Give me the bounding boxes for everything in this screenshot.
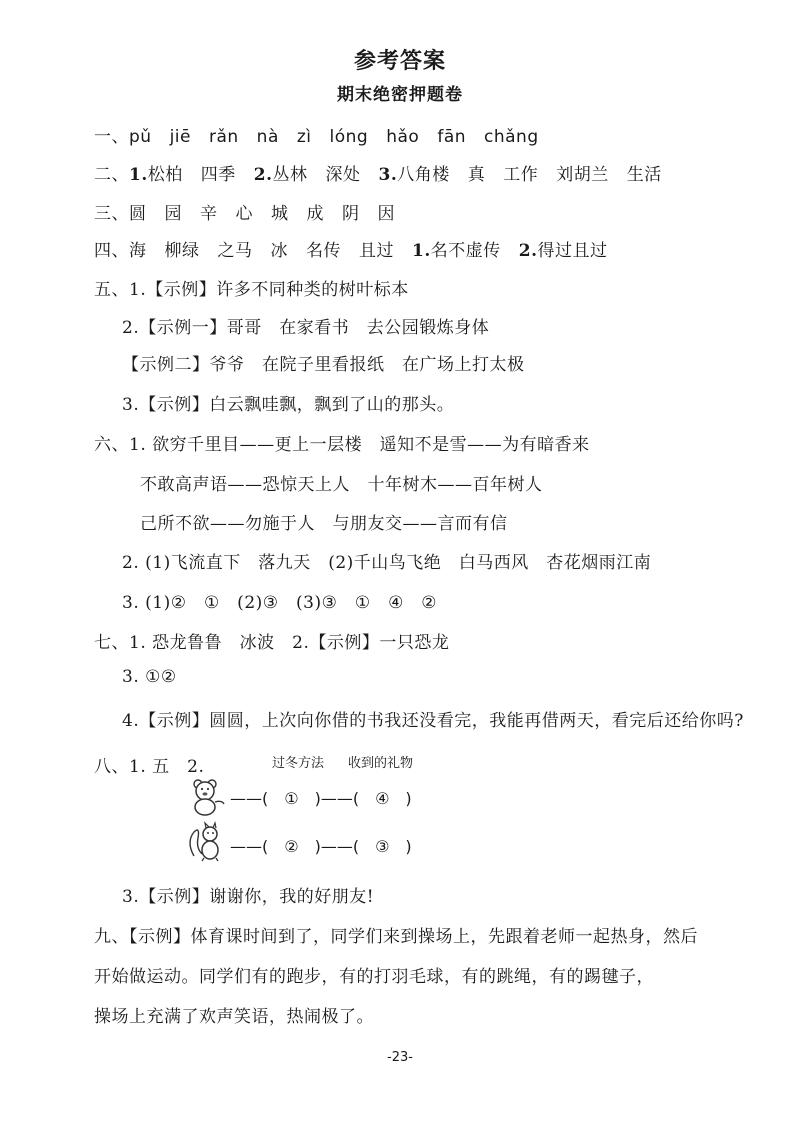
answer-2-num-3: 3.: [378, 165, 398, 185]
answer-2-num-1: 1.: [129, 165, 148, 185]
answer-1: [94, 122, 539, 147]
answer-7-line-1: [94, 628, 449, 653]
answer-4-item: 名传: [306, 241, 341, 261]
answer-8-prefix: 八、: [94, 757, 129, 777]
answer-9-line-3: 操场上充满了欢声笑语，热闹极了。: [94, 1007, 374, 1027]
answer-2-item: 生活: [626, 165, 662, 185]
bear-icon: [186, 774, 226, 816]
answer-2-num-2: 2.: [253, 165, 273, 185]
answer-4-item: 得过且过: [537, 241, 608, 261]
answer-9-text-1: 【示例】体育课时间到了，同学们来到操场上，先跟着老师一起热身，然后: [129, 927, 698, 947]
answer-2-item: 深处: [325, 165, 361, 185]
answer-4-item: 柳绿: [164, 241, 200, 261]
answer-2-item: 丛林: [272, 165, 308, 185]
answer-6-line-4: 2. (1)飞流直下 落九天 (2)千山鸟飞绝 白马西风 杏花烟雨江南: [122, 553, 652, 573]
answer-3-char: 成: [306, 204, 324, 224]
answer-9-line-1: [94, 922, 698, 947]
answer-5-line-3: 【示例二】爷爷 在院子里看报纸 在广场上打太极: [122, 355, 525, 375]
page-subtitle: 期末绝密押题卷: [337, 85, 463, 105]
answer-3: [94, 199, 395, 224]
answer-8-line-2: 3.【示例】谢谢你，我的好朋友!: [122, 887, 375, 907]
answer-7-line-2: 3. ①②: [122, 667, 177, 687]
answer-6-text-1: 1. 欲穷千里目——更上一层楼 遥知不是雪——为有暗香来: [129, 435, 590, 455]
answer-4-num-2: 2.: [518, 241, 538, 261]
answer-3-char: 阴: [342, 204, 360, 224]
header-gift-received: 收到的礼物: [348, 756, 414, 771]
pinyin-8: fān: [437, 127, 467, 147]
answer-2: [94, 160, 662, 185]
page-number: -23-: [387, 1050, 413, 1065]
matching-diagram: [180, 752, 440, 867]
answer-7-prefix: 七、: [94, 633, 129, 653]
answer-2-item: 真: [467, 165, 486, 185]
answer-6-line-1: [94, 430, 590, 455]
answer-2-item: 松柏: [147, 165, 183, 185]
answer-4-num-1: 1.: [412, 241, 431, 261]
answer-5-line-4: 3.【示例】白云飘哇飘，飘到了山的那头。: [122, 395, 455, 415]
pinyin-7: hǎo: [386, 127, 420, 147]
answer-3-char: 因: [377, 204, 395, 224]
answer-6-line-5: 3. (1)② ① (2)③ (3)③ ① ④ ②: [122, 593, 438, 613]
pinyin-4: nà: [256, 127, 279, 147]
answer-2-item: 四季: [200, 165, 236, 185]
answer-6-prefix: 六、: [94, 435, 129, 455]
page-title: 参考答案: [353, 48, 446, 74]
header-winter-method: 过冬方法: [272, 756, 325, 771]
answer-8-text-1: 1. 五 2.: [129, 757, 205, 777]
pinyin-9: chǎng: [484, 127, 539, 147]
answer-6-line-3: 己所不欲——勿施于人 与朋友交——言而有信: [140, 514, 508, 534]
answer-4-item: 且过: [359, 241, 394, 261]
pinyin-1: pǔ: [129, 127, 152, 147]
squirrel-icon: [186, 820, 226, 862]
pinyin-5: zì: [296, 127, 312, 147]
answer-4-item: 名不虚传: [430, 241, 501, 261]
answer-2-prefix: 二、: [94, 165, 129, 185]
answer-3-char: 心: [235, 204, 253, 224]
answer-4-item: 之马: [217, 241, 253, 261]
answer-1-prefix: 一、: [94, 127, 129, 147]
match-row-2: ——( ② )——( ③ ): [230, 837, 412, 856]
answer-5-prefix: 五、: [94, 280, 129, 300]
answer-7-line-3: 4.【示例】圆圆，上次向你借的书我还没看完，我能再借两天，看完后还给你吗?: [122, 711, 744, 731]
answer-7-text-1: 1. 恐龙鲁鲁 冰波 2.【示例】一只恐龙: [129, 633, 450, 653]
answer-2-item: 刘胡兰: [556, 165, 609, 185]
answer-5-text-1: 1.【示例】许多不同种类的树叶标本: [129, 280, 409, 300]
answer-3-prefix: 三、: [94, 204, 129, 224]
pinyin-3: rǎn: [208, 127, 239, 147]
pinyin-6: lóng: [329, 127, 369, 147]
pinyin-2: jiē: [169, 127, 191, 147]
match-row-1: ——( ① )——( ④ ): [230, 789, 412, 808]
answer-4-item: 冰: [270, 241, 288, 261]
answer-2-item: 八角楼: [397, 165, 450, 185]
answer-4: [94, 236, 608, 261]
answer-9-prefix: 九、: [94, 927, 129, 947]
answer-4-item: 海: [129, 241, 147, 261]
answer-9-line-2: 开始做运动。同学们有的跑步，有的打羽毛球，有的跳绳，有的踢毽子，: [94, 967, 654, 987]
answer-3-char: 园: [164, 204, 182, 224]
answer-4-prefix: 四、: [94, 241, 129, 261]
answer-2-item: 工作: [503, 165, 539, 185]
answer-5-line-2: 2.【示例一】哥哥 在家看书 去公园锻炼身体: [122, 318, 490, 338]
answer-3-char: 圆: [129, 204, 147, 224]
answer-5-line-1: [94, 275, 409, 300]
answer-6-line-2: 不敢高声语——恐惊天上人 十年树木——百年树人: [140, 475, 543, 495]
answer-3-char: 辛: [200, 204, 218, 224]
answer-3-char: 城: [271, 204, 289, 224]
